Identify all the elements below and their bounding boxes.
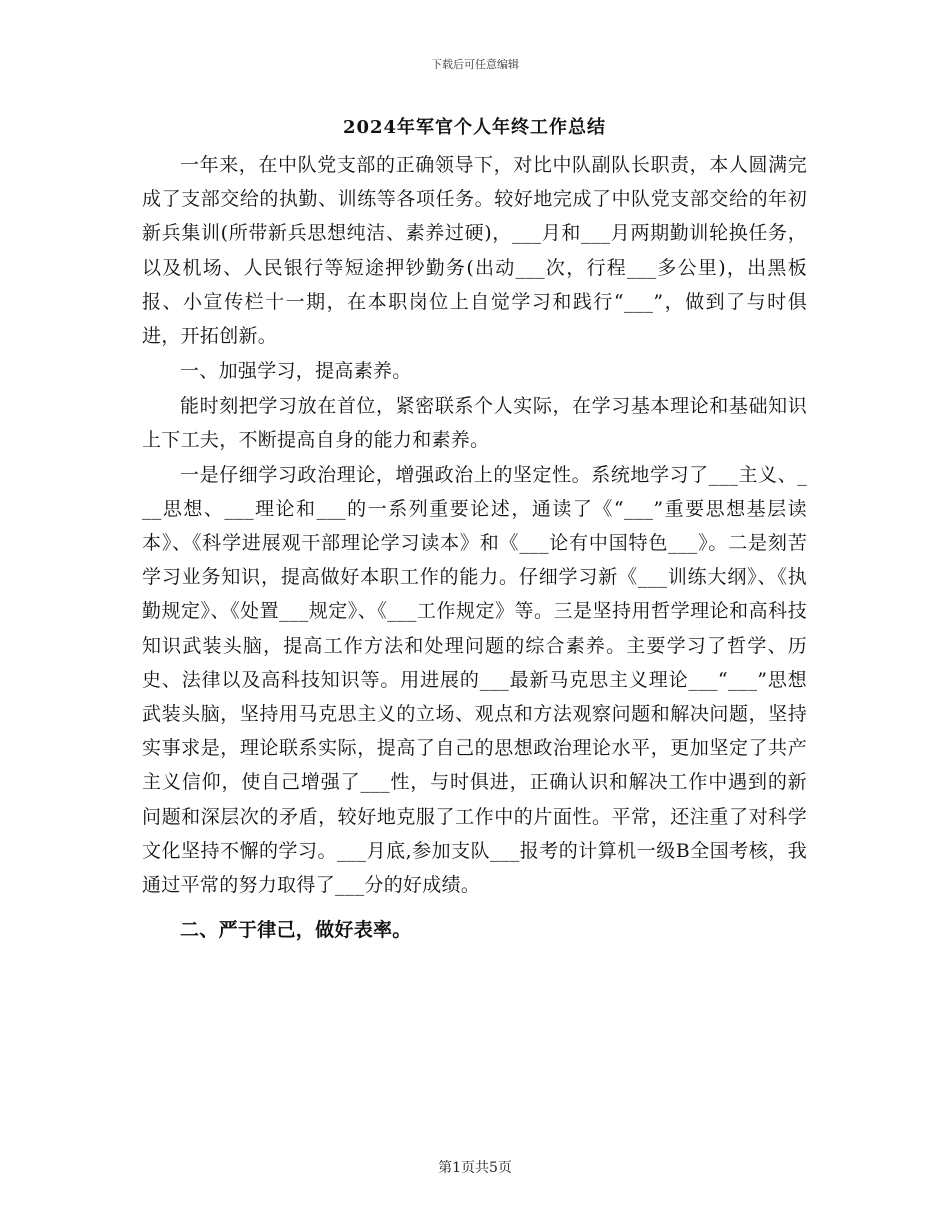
header-note: 下载后可任意编辑 <box>431 58 519 71</box>
paragraph-study-detail: 一是仔细学习政治理论，增强政治上的坚定性。系统地学习了___主义、___思想、___理论和___的一系列重要论述，通读了《“___”重要思想基层读本》、《科学进展观干部理论学习读本》和《___论有中国特色___》。二是刻苦学习业务知识，提高做好本职工作的能力。仔细学习新《___训练大纲》、《执勤规定》、《处置___规定》、《___工作规定》等。三是坚持用哲学理论和高科技知识武装头脑，提高工作方法和处理问题的综合素养。主要学习了哲学、历史、法律以及高科技知识等。用进展的___最新马克思主义理论___“___”思想武装头脑，坚持用马克思主义的立场、观点和方法观察问题和解决问题，坚持实事求是，理论联系实际，提高了自己的思想政治理论水平，更加坚定了共产主义信仰，使自己增强了___性，与时俱进，正确认识和解决工作中遇到的新问题和深层次的矛盾，较好地克服了工作中的片面性。平常，还注重了对科学文化坚持不懈的学习。___月底,参加支队___报考的计算机一级B全国考核，我通过平常的努力取得了___分的好成绩。 <box>142 463 807 897</box>
paragraph-study-overview: 能时刻把学习放在首位，紧密联系个人实际，在学习基本理论和基础知识上下工夫，不断提高自身的能力和素养。 <box>142 395 807 452</box>
document-body <box>142 112 807 948</box>
document-title: 2024年军官个人年终工作总结 <box>342 117 607 138</box>
paragraph-intro: 一年来，在中队党支部的正确领导下，对比中队副队长职责，本人圆满完成了支部交给的执勤、训练等各项任务。较好地完成了中队党支部交给的年初新兵集训(所带新兵思想纯洁、素养过硬)，___月和___月两期勤训轮换任务，以及机场、人民银行等短途押钞勤务(出动___次，行程___多公里)，出黑板报、小宣传栏十一期，在本职岗位上自觉学习和践行“___”，做到了与时俱进，开拓创新。 <box>142 154 807 348</box>
page-number: 第1页共5页 <box>438 1160 512 1176</box>
section-heading-1: 一、加强学习，提高素养。 <box>180 360 412 383</box>
section-heading-2: 二、严于律己，做好表率。 <box>180 919 412 942</box>
